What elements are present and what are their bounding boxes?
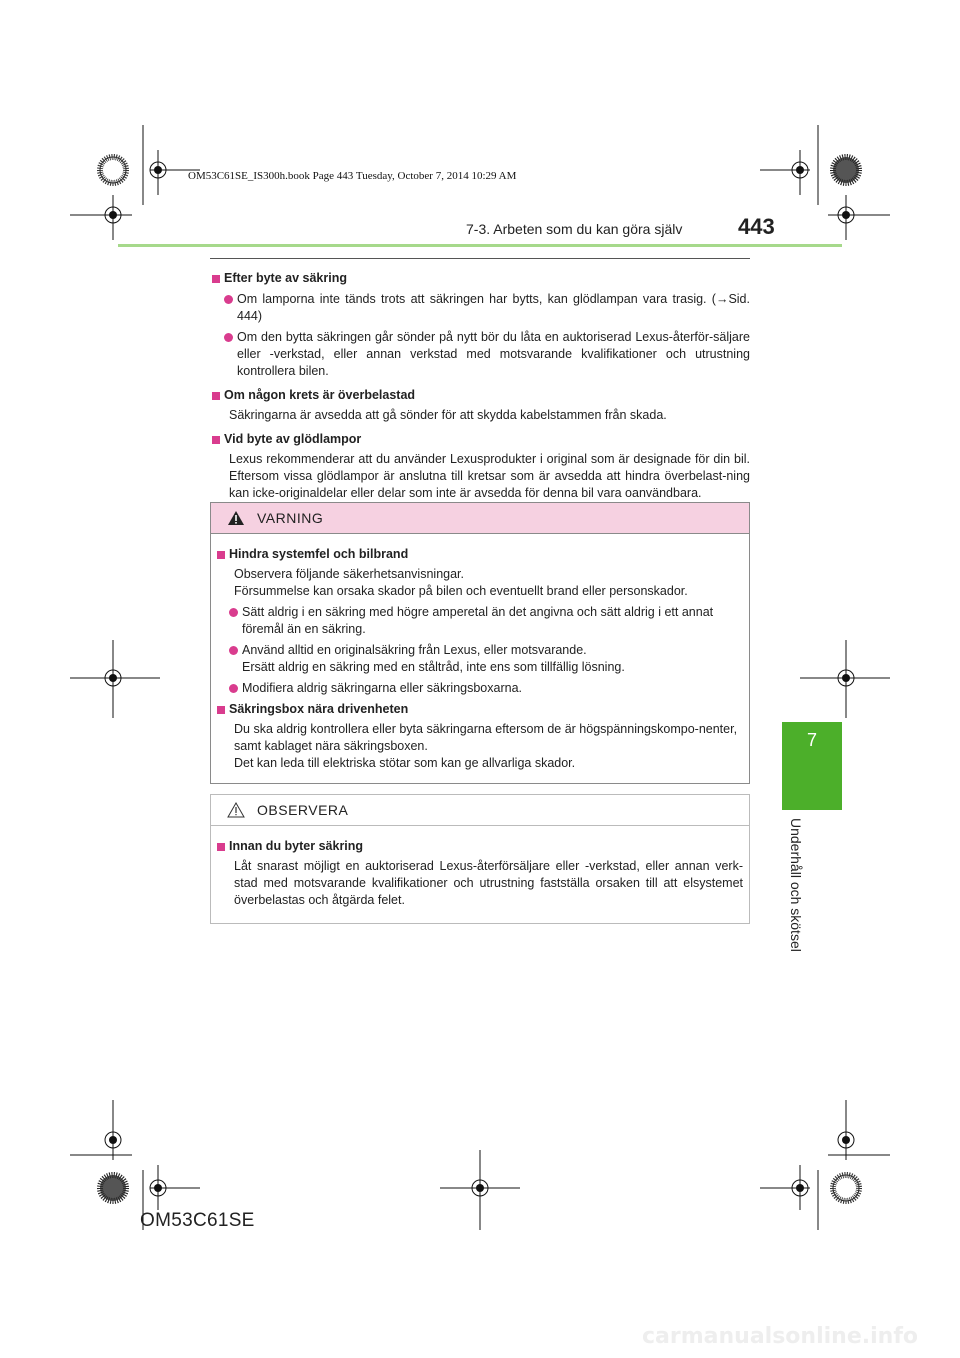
paragraph: Du ska aldrig kontrollera eller byta säkringarna eftersom de är högspänningskompo-nenter, samt kablaget nära säkringsboxen.	[234, 722, 738, 753]
section-heading	[217, 701, 743, 718]
chapter-tab	[782, 722, 842, 810]
warning-label: VARNING	[257, 510, 324, 526]
section-title: Innan du byter säkring	[229, 839, 364, 853]
list-item	[229, 642, 743, 676]
header-green-rule	[118, 244, 842, 247]
section-title: Om någon krets är överbelastad	[224, 388, 416, 402]
section-heading	[217, 546, 743, 563]
list-item	[224, 329, 750, 380]
section-heading	[212, 270, 750, 287]
caution-triangle-icon	[227, 802, 245, 818]
section-title: Efter byte av säkring	[224, 271, 347, 285]
chapter-side-label-wrap	[788, 818, 810, 958]
list-item	[229, 604, 743, 638]
round-bullet-icon	[229, 684, 238, 693]
warning-body	[211, 534, 749, 772]
page-number: 443	[738, 214, 775, 239]
notice-header	[211, 795, 749, 826]
list-item	[224, 291, 750, 325]
chapter-number: 7	[806, 730, 817, 750]
round-bullet-icon	[224, 333, 233, 342]
header-divider	[210, 258, 750, 259]
section-heading	[212, 387, 750, 404]
book-file-info: OM53C61SE_IS300h.book Page 443 Tuesday, October 7, 2014 10:29 AM	[188, 170, 517, 182]
paragraph: Observera följande säkerhetsanvisningar.	[234, 567, 464, 581]
section-heading	[212, 431, 750, 448]
round-bullet-icon	[229, 608, 238, 617]
bullet-text: Om den bytta säkringen går sönder på nytt bör du låta en auktoriserad Lexus-återför-säljare eller -verkstad, eller annan verkstad med motsvarande kvalifikationer och utrustning kontrollera bilen.	[237, 330, 750, 378]
section-title: Vid byte av glödlampor	[224, 432, 362, 446]
square-bullet-icon	[212, 275, 220, 283]
paragraph: Lexus rekommenderar att du använder Lexusprodukter i original som är designade för din bil. Eftersom vissa glödlampor är anslutna till kretsar som är avsedda att hindra överbelast-ning kan icke-originaldelar eller delar som inte är avsedda för denna bil vara oanvändbara.	[229, 452, 750, 500]
chapter-side-label: Underhåll och skötsel	[788, 818, 804, 952]
notice-body	[211, 826, 749, 909]
list-item	[229, 680, 743, 697]
square-bullet-icon	[212, 392, 220, 400]
header-section-title: 7-3. Arbeten som du kan göra själv	[466, 221, 683, 237]
section-title: Säkringsbox nära drivenheten	[229, 702, 409, 716]
main-content	[212, 268, 750, 502]
manual-code: OM53C61SE	[140, 1210, 255, 1231]
paragraph: Det kan leda till elektriska stötar som kan ge allvarliga skador.	[234, 756, 576, 770]
square-bullet-icon	[217, 551, 225, 559]
notice-box	[210, 794, 750, 924]
bullet-text: Modifiera aldrig säkringarna eller säkringsboxarna.	[242, 681, 522, 695]
bullet-text: Använd alltid en originalsäkring från Lexus, eller motsvarande. Ersätt aldrig en säkring med en ståltråd, inte ens som tillfällig lösning.	[242, 643, 625, 674]
paragraph: Försummelse kan orsaka skador på bilen och eventuellt brand eller personskador.	[234, 584, 688, 598]
warning-header	[211, 503, 749, 534]
square-bullet-icon	[212, 436, 220, 444]
section-heading	[217, 838, 743, 855]
paragraph: Säkringarna är avsedda att gå sönder för att skydda kabelstammen från skada.	[229, 408, 667, 422]
warning-box	[210, 502, 750, 784]
bullet-text: Om lamporna inte tänds trots att säkringen har bytts, kan glödlampan vara trasig. (→Sid. 444)	[237, 292, 750, 323]
section-title: Hindra systemfel och bilbrand	[229, 547, 409, 561]
round-bullet-icon	[224, 295, 233, 304]
watermark: carmanualsonline.info	[642, 1324, 918, 1349]
notice-label: OBSERVERA	[257, 802, 349, 818]
square-bullet-icon	[217, 843, 225, 851]
bullet-text: Sätt aldrig i en säkring med högre amperetal än det angivna och sätt aldrig i ett annat föremål än en säkring.	[242, 605, 714, 636]
paragraph: Låt snarast möjligt en auktoriserad Lexus-återförsäljare eller -verkstad, eller annan verk-stad med motsvarande kvalifikationer och utrustning fastställa orsaken till att elsystemet överbelastas och åtgärda felet.	[234, 859, 743, 907]
round-bullet-icon	[229, 646, 238, 655]
warning-triangle-icon	[227, 510, 245, 526]
square-bullet-icon	[217, 706, 225, 714]
